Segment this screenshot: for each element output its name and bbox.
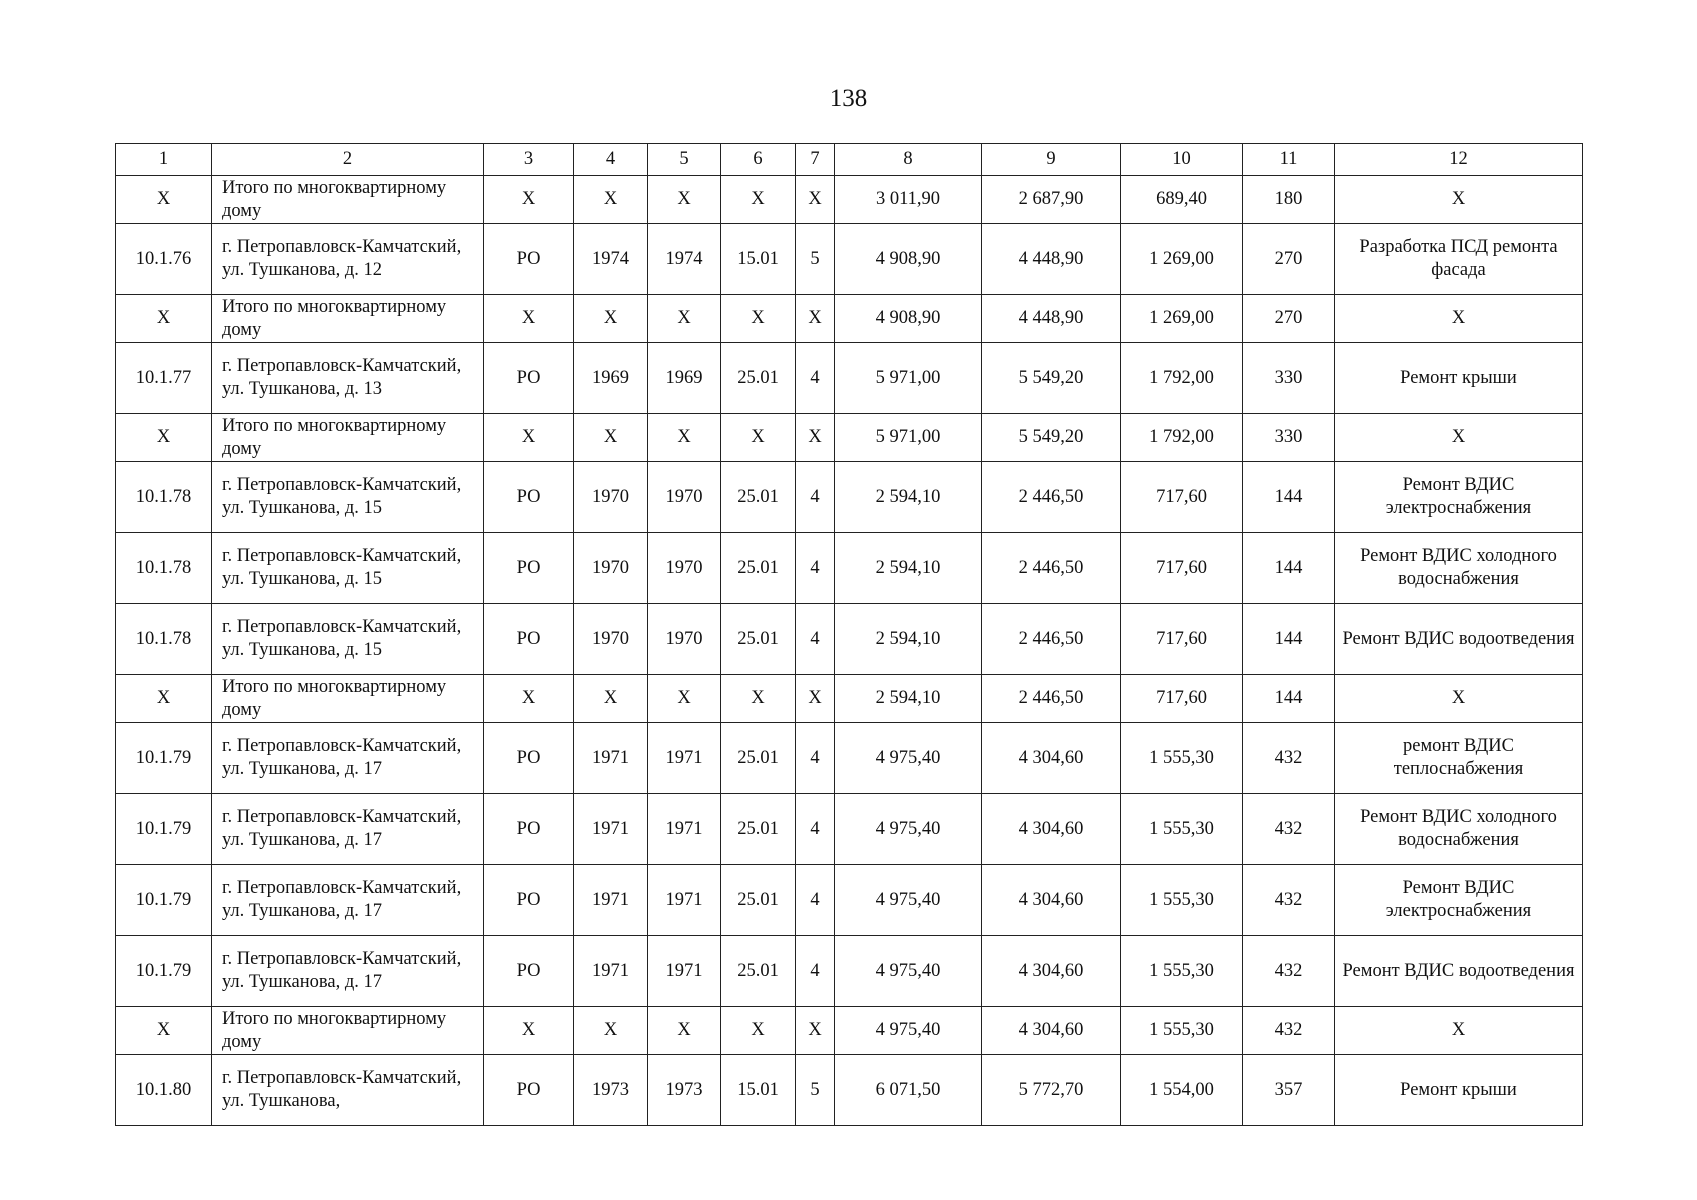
table-cell-col-area-total: 6 071,50 xyxy=(835,1055,982,1126)
table-cell-col-area-total: 4 975,40 xyxy=(835,723,982,794)
table-cell-col-area-nonresidential: 1 555,30 xyxy=(1121,865,1243,936)
column-header-1: 1 xyxy=(116,144,212,176)
column-header-11: 11 xyxy=(1243,144,1335,176)
table-cell-col-year-built: 1971 xyxy=(574,865,648,936)
table-cell-col-residents: 144 xyxy=(1243,604,1335,675)
table-cell-col-area-residential: 2 446,50 xyxy=(982,675,1121,723)
column-header-5: 5 xyxy=(648,144,721,176)
column-header-7: 7 xyxy=(796,144,835,176)
table-cell-col-number: X xyxy=(116,675,212,723)
table-row-total xyxy=(116,1007,1583,1055)
table-row xyxy=(116,723,1583,794)
table-cell-col-year-commissioned: 1969 xyxy=(648,343,721,414)
table-cell-col-residents: 432 xyxy=(1243,1007,1335,1055)
table-cell-col-area-total: 4 908,90 xyxy=(835,295,982,343)
table-cell-col-year-commissioned: 1971 xyxy=(648,794,721,865)
table-cell-col-residents: 432 xyxy=(1243,865,1335,936)
table-cell-col-area-nonresidential: 1 555,30 xyxy=(1121,723,1243,794)
table-cell-col-area-nonresidential: 1 269,00 xyxy=(1121,295,1243,343)
table-cell-col-area-residential: 2 446,50 xyxy=(982,604,1121,675)
table-cell-col-area-residential: 4 304,60 xyxy=(982,723,1121,794)
table-cell-col-year-commissioned: X xyxy=(648,295,721,343)
table-row xyxy=(116,533,1583,604)
table-cell-col-year-commissioned: X xyxy=(648,176,721,224)
table-cell-col-type: РО xyxy=(484,794,574,865)
table-cell-col-area-nonresidential: 1 554,00 xyxy=(1121,1055,1243,1126)
table-cell-col-floors: X xyxy=(796,176,835,224)
table-row xyxy=(116,936,1583,1007)
table-cell-col-residents: 270 xyxy=(1243,224,1335,295)
table-row xyxy=(116,462,1583,533)
table-cell-col-residents: 432 xyxy=(1243,794,1335,865)
table-cell-col-number: X xyxy=(116,176,212,224)
table-cell-col-code: X xyxy=(721,675,796,723)
table-cell-col-residents: 144 xyxy=(1243,533,1335,604)
table-cell-col-floors: 5 xyxy=(796,224,835,295)
table-cell-col-residents: 432 xyxy=(1243,936,1335,1007)
table-cell-col-area-total: 2 594,10 xyxy=(835,675,982,723)
table-cell-col-number: X xyxy=(116,1007,212,1055)
table-cell-col-work-type: X xyxy=(1335,414,1583,462)
table-cell-col-code: 25.01 xyxy=(721,604,796,675)
column-header-3: 3 xyxy=(484,144,574,176)
table-cell-col-area-residential: 4 304,60 xyxy=(982,794,1121,865)
table-row xyxy=(116,794,1583,865)
table-cell-col-area-nonresidential: 1 792,00 xyxy=(1121,414,1243,462)
table-cell-col-area-residential: 4 448,90 xyxy=(982,295,1121,343)
table-cell-col-floors: X xyxy=(796,1007,835,1055)
table-cell-col-code: 15.01 xyxy=(721,224,796,295)
page-number: 138 xyxy=(829,85,868,112)
table-cell-col-residents: 270 xyxy=(1243,295,1335,343)
table-cell-col-address: Итого по многоквартирному дому xyxy=(212,414,484,462)
table-cell-col-area-residential: 2 687,90 xyxy=(982,176,1121,224)
table-cell-col-number: 10.1.78 xyxy=(116,604,212,675)
table-cell-col-type: X xyxy=(484,414,574,462)
table-cell-col-year-built: X xyxy=(574,675,648,723)
table-cell-col-work-type: Ремонт ВДИС холодного водоснабжения xyxy=(1335,794,1583,865)
table-cell-col-address: г. Петропавловск-Камчатский, ул. Тушканова, д. 12 xyxy=(212,224,484,295)
table-cell-col-residents: 144 xyxy=(1243,675,1335,723)
table-cell-col-year-built: X xyxy=(574,176,648,224)
table-row xyxy=(116,1055,1583,1126)
table-cell-col-type: X xyxy=(484,1007,574,1055)
table-cell-col-area-residential: 4 448,90 xyxy=(982,224,1121,295)
table-cell-col-floors: 4 xyxy=(796,343,835,414)
table-cell-col-code: X xyxy=(721,176,796,224)
table-cell-col-code: 25.01 xyxy=(721,533,796,604)
table-cell-col-year-commissioned: 1970 xyxy=(648,604,721,675)
table-cell-col-year-built: X xyxy=(574,414,648,462)
table-cell-col-area-total: 4 975,40 xyxy=(835,794,982,865)
table-cell-col-code: 25.01 xyxy=(721,462,796,533)
table-cell-col-year-commissioned: 1971 xyxy=(648,936,721,1007)
table-cell-col-address: г. Петропавловск-Камчатский, ул. Тушканова, д. 17 xyxy=(212,865,484,936)
table-cell-col-type: РО xyxy=(484,723,574,794)
table-cell-col-code: 25.01 xyxy=(721,723,796,794)
table-cell-col-address: г. Петропавловск-Камчатский, ул. Тушканова, д. 15 xyxy=(212,462,484,533)
table-cell-col-year-commissioned: X xyxy=(648,414,721,462)
table-cell-col-floors: X xyxy=(796,414,835,462)
table-cell-col-work-type: X xyxy=(1335,675,1583,723)
table-cell-col-number: 10.1.78 xyxy=(116,533,212,604)
column-header-9: 9 xyxy=(982,144,1121,176)
table-cell-col-floors: 4 xyxy=(796,865,835,936)
table-header-row xyxy=(116,144,1583,176)
table-cell-col-area-nonresidential: 717,60 xyxy=(1121,462,1243,533)
table-body xyxy=(116,144,1583,1126)
table-cell-col-number: X xyxy=(116,414,212,462)
table-row xyxy=(116,865,1583,936)
table-cell-col-number: 10.1.79 xyxy=(116,936,212,1007)
table-cell-col-area-total: 5 971,00 xyxy=(835,414,982,462)
table-cell-col-work-type: ремонт ВДИС теплоснабжения xyxy=(1335,723,1583,794)
table-cell-col-area-nonresidential: 717,60 xyxy=(1121,533,1243,604)
table-cell-col-area-residential: 2 446,50 xyxy=(982,462,1121,533)
table-cell-col-area-total: 2 594,10 xyxy=(835,462,982,533)
table-cell-col-area-total: 4 908,90 xyxy=(835,224,982,295)
table-cell-col-residents: 330 xyxy=(1243,414,1335,462)
table-cell-col-address: г. Петропавловск-Камчатский, ул. Тушканова, д. 13 xyxy=(212,343,484,414)
table-cell-col-address: г. Петропавловск-Камчатский, ул. Тушканова, д. 17 xyxy=(212,794,484,865)
table-cell-col-area-nonresidential: 1 269,00 xyxy=(1121,224,1243,295)
table-cell-col-area-total: 4 975,40 xyxy=(835,936,982,1007)
table-cell-col-area-nonresidential: 1 555,30 xyxy=(1121,936,1243,1007)
table-cell-col-type: РО xyxy=(484,936,574,1007)
table-row xyxy=(116,343,1583,414)
table-cell-col-code: 25.01 xyxy=(721,343,796,414)
table-cell-col-type: РО xyxy=(484,1055,574,1126)
table-row-total xyxy=(116,176,1583,224)
table-cell-col-work-type: X xyxy=(1335,176,1583,224)
table-cell-col-code: 25.01 xyxy=(721,794,796,865)
table-cell-col-year-commissioned: 1974 xyxy=(648,224,721,295)
table-cell-col-number: 10.1.78 xyxy=(116,462,212,533)
table-cell-col-number: 10.1.79 xyxy=(116,794,212,865)
table-cell-col-type: X xyxy=(484,675,574,723)
table-cell-col-work-type: Ремонт ВДИС электроснабжения xyxy=(1335,865,1583,936)
table-cell-col-number: 10.1.77 xyxy=(116,343,212,414)
table-cell-col-type: РО xyxy=(484,865,574,936)
table-cell-col-work-type: Ремонт ВДИС водоотведения xyxy=(1335,604,1583,675)
table-cell-col-number: 10.1.80 xyxy=(116,1055,212,1126)
table-cell-col-year-built: 1973 xyxy=(574,1055,648,1126)
table-cell-col-floors: X xyxy=(796,675,835,723)
table-cell-col-number: 10.1.79 xyxy=(116,865,212,936)
table-cell-col-code: 25.01 xyxy=(721,865,796,936)
table-cell-col-type: РО xyxy=(484,224,574,295)
table-cell-col-work-type: X xyxy=(1335,295,1583,343)
table-cell-col-area-total: 3 011,90 xyxy=(835,176,982,224)
table-cell-col-year-commissioned: X xyxy=(648,675,721,723)
table-cell-col-area-nonresidential: 1 555,30 xyxy=(1121,1007,1243,1055)
table-cell-col-year-built: 1971 xyxy=(574,794,648,865)
table-cell-col-year-built: 1971 xyxy=(574,723,648,794)
column-header-10: 10 xyxy=(1121,144,1243,176)
table-cell-col-address: г. Петропавловск-Камчатский, ул. Тушканова, д. 15 xyxy=(212,533,484,604)
table-cell-col-area-total: 2 594,10 xyxy=(835,604,982,675)
table-cell-col-area-residential: 5 549,20 xyxy=(982,343,1121,414)
table-cell-col-year-built: 1971 xyxy=(574,936,648,1007)
table-cell-col-address: Итого по многоквартирному дому xyxy=(212,295,484,343)
table-cell-col-area-total: 2 594,10 xyxy=(835,533,982,604)
table-row-total xyxy=(116,414,1583,462)
table-cell-col-area-total: 5 971,00 xyxy=(835,343,982,414)
table-cell-col-work-type: Ремонт крыши xyxy=(1335,1055,1583,1126)
table-cell-col-floors: 4 xyxy=(796,604,835,675)
table-cell-col-address: Итого по многоквартирному дому xyxy=(212,1007,484,1055)
table-cell-col-year-built: 1970 xyxy=(574,533,648,604)
table-cell-col-residents: 357 xyxy=(1243,1055,1335,1126)
table-cell-col-code: X xyxy=(721,295,796,343)
table-cell-col-type: РО xyxy=(484,462,574,533)
table-cell-col-area-total: 4 975,40 xyxy=(835,865,982,936)
table-cell-col-area-nonresidential: 1 555,30 xyxy=(1121,794,1243,865)
table-cell-col-floors: 5 xyxy=(796,1055,835,1126)
table-cell-col-work-type: Ремонт ВДИС электроснабжения xyxy=(1335,462,1583,533)
column-header-8: 8 xyxy=(835,144,982,176)
table-cell-col-area-nonresidential: 717,60 xyxy=(1121,675,1243,723)
table-cell-col-number: 10.1.79 xyxy=(116,723,212,794)
table-cell-col-code: 25.01 xyxy=(721,936,796,1007)
table-cell-col-residents: 144 xyxy=(1243,462,1335,533)
table-cell-col-number: X xyxy=(116,295,212,343)
table-cell-col-area-nonresidential: 717,60 xyxy=(1121,604,1243,675)
table-cell-col-area-residential: 4 304,60 xyxy=(982,936,1121,1007)
table-cell-col-address: г. Петропавловск-Камчатский, ул. Тушканова, xyxy=(212,1055,484,1126)
table-row xyxy=(116,224,1583,295)
table-cell-col-year-built: 1974 xyxy=(574,224,648,295)
table-cell-col-work-type: X xyxy=(1335,1007,1583,1055)
table-cell-col-year-built: 1970 xyxy=(574,604,648,675)
table-cell-col-address: г. Петропавловск-Камчатский, ул. Тушканова, д. 17 xyxy=(212,723,484,794)
table-cell-col-work-type: Разработка ПСД ремонта фасада xyxy=(1335,224,1583,295)
table-cell-col-address: Итого по многоквартирному дому xyxy=(212,176,484,224)
table-cell-col-year-commissioned: 1970 xyxy=(648,533,721,604)
table-cell-col-area-nonresidential: 1 792,00 xyxy=(1121,343,1243,414)
table-cell-col-code: 15.01 xyxy=(721,1055,796,1126)
table-cell-col-code: X xyxy=(721,414,796,462)
table-cell-col-address: г. Петропавловск-Камчатский, ул. Тушканова, д. 17 xyxy=(212,936,484,1007)
table-cell-col-year-built: 1970 xyxy=(574,462,648,533)
table-cell-col-year-commissioned: X xyxy=(648,1007,721,1055)
table-cell-col-area-residential: 5 772,70 xyxy=(982,1055,1121,1126)
table-cell-col-area-nonresidential: 689,40 xyxy=(1121,176,1243,224)
column-header-2: 2 xyxy=(212,144,484,176)
table-cell-col-floors: 4 xyxy=(796,936,835,1007)
table-cell-col-type: X xyxy=(484,295,574,343)
table-cell-col-residents: 330 xyxy=(1243,343,1335,414)
column-header-4: 4 xyxy=(574,144,648,176)
table-row-total xyxy=(116,675,1583,723)
table-cell-col-type: X xyxy=(484,176,574,224)
table-cell-col-floors: 4 xyxy=(796,794,835,865)
table-cell-col-code: X xyxy=(721,1007,796,1055)
table-cell-col-residents: 180 xyxy=(1243,176,1335,224)
table-cell-col-area-residential: 4 304,60 xyxy=(982,865,1121,936)
table-cell-col-work-type: Ремонт крыши xyxy=(1335,343,1583,414)
table-cell-col-type: РО xyxy=(484,533,574,604)
table-cell-col-floors: X xyxy=(796,295,835,343)
table-cell-col-year-commissioned: 1973 xyxy=(648,1055,721,1126)
table-cell-col-area-residential: 5 549,20 xyxy=(982,414,1121,462)
table-cell-col-year-built: X xyxy=(574,295,648,343)
table-cell-col-address: г. Петропавловск-Камчатский, ул. Тушканова, д. 15 xyxy=(212,604,484,675)
table-cell-col-address: Итого по многоквартирному дому xyxy=(212,675,484,723)
table-cell-col-area-residential: 4 304,60 xyxy=(982,1007,1121,1055)
table-cell-col-floors: 4 xyxy=(796,462,835,533)
table-cell-col-work-type: Ремонт ВДИС холодного водоснабжения xyxy=(1335,533,1583,604)
data-table xyxy=(115,143,1583,1126)
table-cell-col-type: РО xyxy=(484,343,574,414)
column-header-12: 12 xyxy=(1335,144,1583,176)
table-cell-col-year-commissioned: 1971 xyxy=(648,865,721,936)
table-cell-col-year-built: X xyxy=(574,1007,648,1055)
table-cell-col-year-commissioned: 1971 xyxy=(648,723,721,794)
table-cell-col-area-residential: 2 446,50 xyxy=(982,533,1121,604)
table-cell-col-work-type: Ремонт ВДИС водоотведения xyxy=(1335,936,1583,1007)
table-cell-col-residents: 432 xyxy=(1243,723,1335,794)
table-row-total xyxy=(116,295,1583,343)
table-cell-col-year-commissioned: 1970 xyxy=(648,462,721,533)
column-header-6: 6 xyxy=(721,144,796,176)
table-cell-col-number: 10.1.76 xyxy=(116,224,212,295)
table-cell-col-floors: 4 xyxy=(796,723,835,794)
table-cell-col-area-total: 4 975,40 xyxy=(835,1007,982,1055)
table-cell-col-type: РО xyxy=(484,604,574,675)
table-cell-col-floors: 4 xyxy=(796,533,835,604)
table-cell-col-year-built: 1969 xyxy=(574,343,648,414)
table-row xyxy=(116,604,1583,675)
